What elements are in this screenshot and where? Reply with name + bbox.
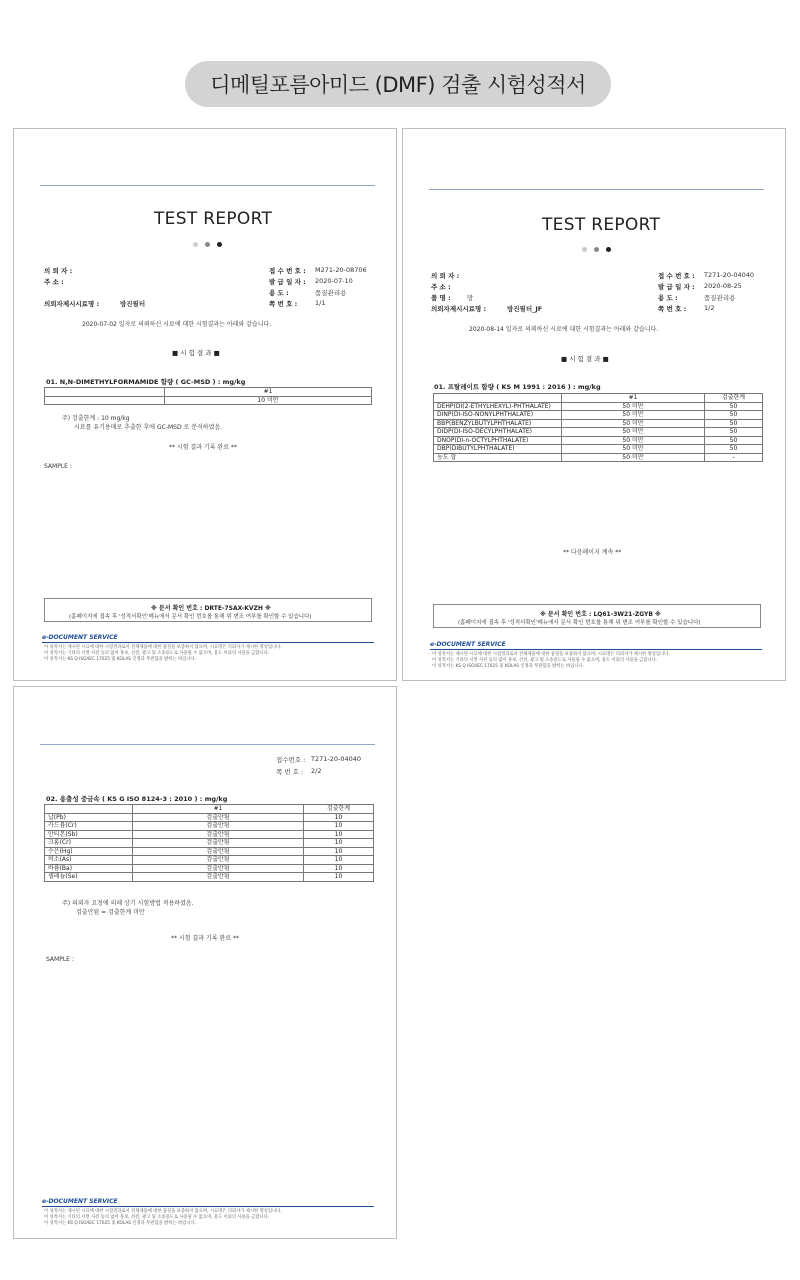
edocument-service-label: e-DOCUMENT SERVICE — [42, 634, 118, 641]
note-not-detected: 검출안됨 = 검출한계 미만 — [76, 909, 145, 916]
table-row: 셀레늄(Se) 검출안됨 10 — [45, 873, 374, 882]
table-row: 납(Pb) 검출안됨 10 — [45, 813, 374, 822]
issue-date-label: 발 급 일 자 : — [269, 278, 306, 286]
sample-name-value: 방진필터_JF — [507, 305, 543, 313]
intro-text: 2020-07-02 일자로 의뢰하신 시료에 대한 시험결과는 아래와 같습니다. — [82, 321, 272, 328]
column-header — [45, 805, 133, 814]
footer-notice-3: 이 성적서는 KS Q ISO/IEC 17025 및 KOLAS 인정과 무관함을 밝히는 바입니다. — [44, 657, 196, 662]
end-of-results: ** 시험 결과 기록 완료 ** — [169, 444, 237, 451]
table-row: BBP(BENZYLBUTYLPHTHALATE) 50 미만 50 — [434, 419, 763, 428]
column-header: #1 — [165, 388, 372, 397]
footer-notice-3: 이 성적서는 KS Q ISO/IEC 17025 및 KOLAS 인정과 무관함을 밝히는 바입니다. — [432, 664, 584, 669]
confirm-instructions: (홈페이지에 접속 후 '성적서확인'메뉴에서 문서 확인 번호를 통해 위 변조 여부를 확인할 수 있습니다) — [458, 620, 701, 626]
document-confirm-box — [44, 598, 372, 622]
column-header: #1 — [133, 805, 304, 814]
footer-rule — [42, 1206, 374, 1207]
client-label: 의 뢰 자 : — [44, 267, 73, 275]
purpose-value: 품질관리용 — [315, 289, 347, 297]
footer-notice-2: 이 성적서는 기타의 서면 사전 동의 없이 홍보, 선전, 광고 및 소송용도로 사용될 수 없으며, 용도 이외의 사용을 금합니다. — [44, 1215, 270, 1220]
footer-notice-3: 이 성적서는 KS Q ISO/IEC 17025 및 KOLAS 인정과 무관함을 밝히는 바입니다. — [44, 1221, 196, 1226]
sample-label: SAMPLE : — [44, 463, 72, 470]
table-row: 수은(Hg) 검출안됨 10 — [45, 847, 374, 856]
column-header: 검출한계 — [705, 394, 763, 403]
receipt-no-value: T271-20-04040 — [311, 755, 362, 763]
sample-label: SAMPLE : — [46, 956, 74, 963]
receipt-no-label: 접수번호 : — [276, 756, 306, 764]
table-row: DIDP(DI-ISO-DECYLPHTHALATE) 50 미만 50 — [434, 428, 763, 437]
issue-date-label: 발 급 일 자 : — [658, 283, 695, 291]
section-heading: ■ 시 험 결 과 ■ — [172, 349, 220, 357]
column-header: 검출한계 — [304, 805, 374, 814]
table-row: 농도 합 50 미만 - — [434, 453, 763, 462]
table-row: 안티몬(Sb) 검출안됨 10 — [45, 830, 374, 839]
address-label: 주 소 : — [431, 283, 451, 291]
page-no-label: 쪽 번 호 : — [276, 768, 304, 776]
result-cell: 10 미만 — [165, 396, 372, 405]
client-label: 의 뢰 자 : — [431, 272, 460, 280]
top-rule — [40, 744, 375, 745]
sample-name-label: 의뢰자제시시료명 : — [44, 300, 100, 308]
page-no-value: 1/1 — [315, 299, 326, 307]
footer-rule — [42, 642, 374, 643]
footer-notice-2: 이 성적서는 기타의 서면 사전 동의 없이 홍보, 선전, 광고 및 소송용도로 사용될 수 없으며, 용도 이외의 사용을 금합니다. — [44, 651, 270, 656]
product-label: 품 명 : — [431, 294, 451, 302]
column-header — [434, 394, 562, 403]
confirm-code: ※ 문서 확인 번호 : DRTE-7SAX-KVZH ※ — [151, 605, 271, 612]
dot-decoration — [205, 242, 210, 247]
document-confirm-box — [433, 604, 761, 628]
end-of-results: ** 시험 결과 기록 완료 ** — [171, 935, 239, 942]
page-title-banner — [185, 61, 611, 107]
heavy-metal-result-table — [44, 804, 374, 882]
table-row: DEHP(DI(2-ETHYLHEXYL)-PHTHALATE) 50 미만 50 — [434, 402, 763, 411]
footer-notice-1: 이 성적서는 제시된 시료에 대한 시험결과로서 전체제품에 대한 품질을 보증하지 않으며, 시료명은 의뢰자가 제시한 명칭입니다. — [44, 645, 282, 650]
note-method: 시료를 유기용매로 추출한 후에 GC-MSD 로 분석하였음. — [74, 424, 223, 431]
issue-date-value: 2020-07-10 — [315, 277, 353, 285]
top-rule — [429, 189, 764, 190]
report-title: TEST REPORT — [154, 209, 273, 229]
edocument-service-label: e-DOCUMENT SERVICE — [430, 641, 506, 648]
note-method: 주) 의뢰자 요청에 의해 상기 시험방법 적용하였음. — [62, 900, 194, 907]
purpose-label: 용 도 : — [269, 289, 289, 297]
test-report-sheet-3 — [13, 686, 397, 1239]
table-row: DBP(DIBUTYLPHTHALATE) 50 미만 50 — [434, 445, 763, 454]
purpose-value: 품질관리용 — [704, 294, 736, 302]
table-row: 바륨(Ba) 검출안됨 10 — [45, 864, 374, 873]
section-heading: ■ 시 험 결 과 ■ — [561, 355, 609, 363]
column-header: #1 — [562, 394, 705, 403]
footer-notice-1: 이 성적서는 제시된 시료에 대한 시험결과로서 전체제품에 대한 품질을 보증하지 않으며, 시료명은 의뢰자가 제시한 명칭입니다. — [44, 1209, 282, 1214]
top-rule — [40, 185, 375, 186]
test-item-title: 01. 프탈레이트 함량 ( KS M 1991 : 2016 ) : mg/kg — [434, 383, 601, 391]
table-row: 카드뮴(Cr) 검출안됨 10 — [45, 822, 374, 831]
sample-name-label: 의뢰자제시시료명 : — [431, 305, 487, 313]
table-row: DNOP(DI-n-OCTYLPHTHALATE) 50 미만 50 — [434, 436, 763, 445]
footer-notice-2: 이 성적서는 기타의 서면 사전 동의 없이 홍보, 선전, 광고 및 소송용도로 사용될 수 없으며, 용도 이외의 사용을 금합니다. — [432, 658, 658, 663]
report-title: TEST REPORT — [542, 215, 661, 235]
test-item-title: 02. 용출성 중금속 ( KS G ISO 8124-3 : 2010 ) : mg/kg — [46, 795, 228, 803]
sample-name-value: 방진필터 — [120, 300, 146, 308]
dot-decoration — [582, 247, 587, 252]
intro-text: 2020-08-14 일자로 의뢰하신 시료에 대한 시험결과는 아래와 같습니다. — [469, 326, 659, 333]
receipt-no-label: 접 수 번 호 : — [269, 267, 306, 275]
footer-notice-1: 이 성적서는 제시된 시료에 대한 시험결과로서 전체제품에 대한 품질을 보증하지 않으며, 시료명은 의뢰자가 제시한 명칭입니다. — [432, 652, 670, 657]
page-no-value: 1/2 — [704, 304, 715, 312]
page-no-value: 2/2 — [311, 767, 322, 775]
test-item-title: 01. N,N-DIMETHYLFORMAMIDE 함량 ( GC-MSD ) : mg/kg — [46, 378, 246, 386]
table-row: 비소(As) 검출안됨 10 — [45, 856, 374, 865]
page-no-label: 쪽 번 호 : — [658, 305, 687, 313]
edocument-service-label: e-DOCUMENT SERVICE — [42, 1198, 118, 1205]
dot-decoration — [193, 242, 198, 247]
note-detection-limit: 주) 검출한계 : 10 mg/kg — [62, 415, 130, 422]
purpose-label: 용 도 : — [658, 294, 678, 302]
receipt-no-value: M271-20-08706 — [315, 266, 367, 274]
table-row: DINP(DI-ISO-NONYLPHTHALATE) 50 미만 50 — [434, 411, 763, 420]
address-label: 주 소 : — [44, 278, 64, 286]
test-report-sheet-2 — [402, 128, 786, 681]
footer-rule — [430, 649, 762, 650]
page-no-label: 쪽 번 호 : — [269, 300, 298, 308]
issue-date-value: 2020-08-25 — [704, 282, 742, 290]
receipt-no-value: T271-20-04040 — [704, 271, 755, 279]
receipt-no-label: 접 수 번 호 : — [658, 272, 695, 280]
phthalate-result-table — [433, 393, 763, 462]
continued-next-page: ** 다음페이지 계속 ** — [563, 549, 622, 556]
dmf-result-table — [44, 387, 372, 405]
page-title: 디메틸포름아미드 (DMF) 검출 시험성적서 — [210, 73, 586, 97]
dot-decoration — [217, 242, 222, 247]
dot-decoration — [606, 247, 611, 252]
confirm-code: ※ 문서 확인 번호 : LQ61-3W21-ZGYB ※ — [540, 611, 661, 618]
table-row: 크롬(Cr) 검출안됨 10 — [45, 839, 374, 848]
dot-decoration — [594, 247, 599, 252]
confirm-instructions: (홈페이지에 접속 후 '성적서확인'메뉴에서 문서 확인 번호를 통해 위 변조 여부를 확인할 수 있습니다) — [69, 614, 312, 620]
product-value: 망 — [467, 294, 474, 302]
test-report-sheet-1 — [13, 128, 397, 681]
